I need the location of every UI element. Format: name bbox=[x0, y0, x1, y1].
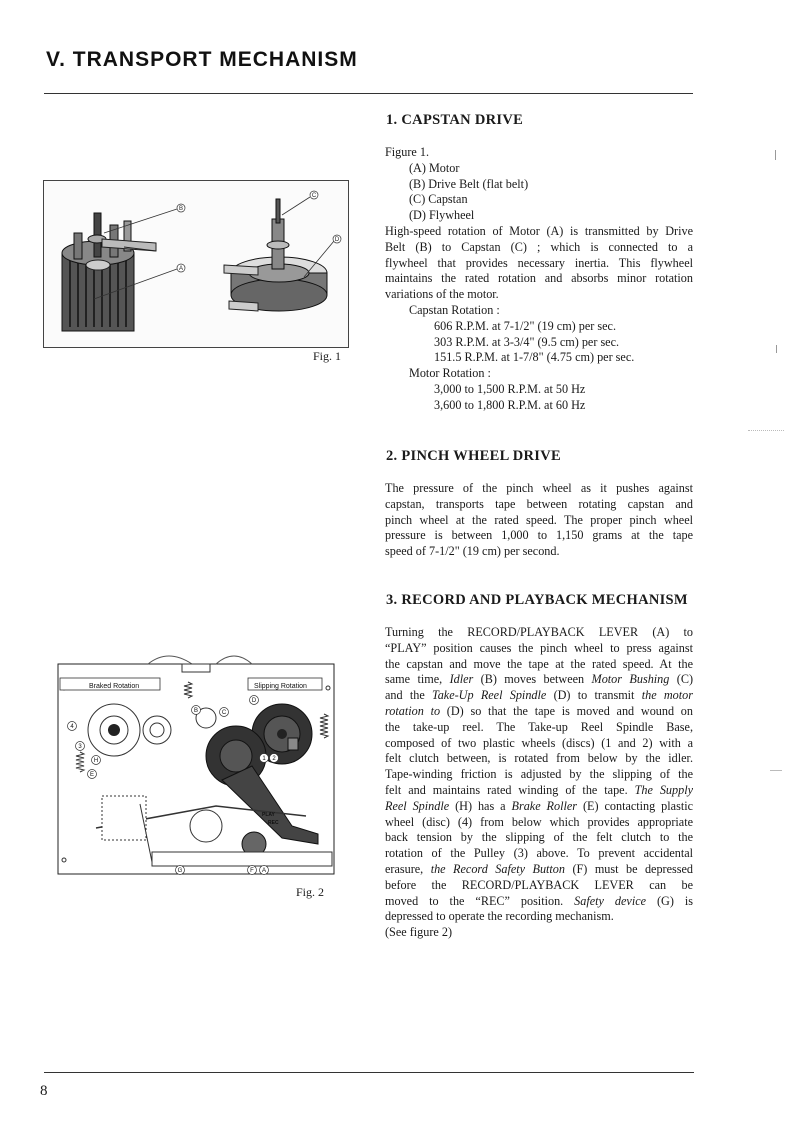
fig2-marker-3: 3 bbox=[78, 744, 82, 750]
paragraph-line: speed of 7-1/2" (19 cm) per second. bbox=[385, 544, 560, 559]
capstan-speed: 303 R.P.M. at 3-3/4" (9.5 cm) per sec. bbox=[434, 334, 620, 349]
scan-mark bbox=[776, 345, 777, 353]
fig2-marker-e: E bbox=[89, 772, 95, 778]
paragraph-line: pinch wheel at the rated speed. The proper pinch wheel bbox=[385, 512, 693, 527]
scan-mark bbox=[770, 770, 782, 771]
part-b: (B) Drive Belt (flat belt) bbox=[409, 176, 529, 191]
figure-1-caption: Fig. 1 bbox=[313, 349, 342, 363]
section-3-body bbox=[385, 625, 693, 941]
fig2-marker-f: F bbox=[250, 868, 254, 874]
paragraph-line: wheel (disc) (4) from below which provides appropriate bbox=[385, 814, 693, 829]
figure-1-drawing bbox=[44, 181, 349, 348]
paragraph-line: the capstan and move the tape at the rated speed. At the bbox=[385, 656, 693, 671]
fig1-label-d: D bbox=[334, 237, 340, 243]
paragraph-line: (See figure 2) bbox=[385, 925, 453, 940]
description-line: Belt (B) to Capstan (C) ; which is connected to a bbox=[385, 239, 693, 254]
section-2-title: 2. PINCH WHEEL DRIVE bbox=[386, 448, 561, 464]
description-line: flywheel that provides necessary inertia. This flywheel bbox=[385, 255, 693, 270]
fig2-marker-4: 4 bbox=[70, 724, 74, 730]
figure-2 bbox=[56, 648, 338, 880]
rec-position-label: REC bbox=[268, 820, 279, 826]
fig2-marker-h: H bbox=[93, 758, 99, 764]
fig1-label-b: B bbox=[178, 206, 184, 212]
fig1-label-a: A bbox=[178, 266, 184, 272]
paragraph-line: erasure, the Record Safety Button (F) must be depressed bbox=[385, 861, 693, 876]
header-rule bbox=[44, 93, 693, 94]
paragraph-line: back tension by the slipping of the felt clutch to the bbox=[385, 830, 693, 845]
paragraph-line: felt and maintains rated winding of the tape. The Supply bbox=[385, 782, 693, 797]
play-position-label: PLAY bbox=[262, 812, 275, 818]
fig2-marker-g: G bbox=[177, 868, 183, 874]
description-line: variations of the motor. bbox=[385, 287, 499, 302]
description-line: High-speed rotation of Motor (A) is transmitted by Drive bbox=[385, 223, 693, 238]
paragraph-line: Turning the RECORD/PLAYBACK LEVER (A) to bbox=[385, 625, 693, 639]
figure-reference: Figure 1. bbox=[385, 145, 430, 159]
fig2-marker-1: 1 bbox=[262, 756, 266, 762]
flywheel-illustration bbox=[224, 199, 327, 311]
fig2-marker-b: B bbox=[193, 708, 199, 714]
motor-speed: 3,600 to 1,800 R.P.M. at 60 Hz bbox=[434, 397, 586, 412]
section-1-body bbox=[385, 145, 693, 414]
fig2-marker-2: 2 bbox=[272, 756, 276, 762]
paragraph-line: rotation to (D) so that the tape is moved and wound on bbox=[385, 703, 693, 718]
part-d: (D) Flywheel bbox=[409, 208, 475, 223]
motor-speed: 3,000 to 1,500 R.P.M. at 50 Hz bbox=[434, 381, 586, 396]
paragraph-line: Reel Spindle (H) has a Brake Roller (E) contacting plastic bbox=[385, 798, 693, 813]
motor-illustration bbox=[62, 213, 156, 331]
paragraph-line: the take-up reel. The Take-up Reel Spindle Base, bbox=[385, 719, 693, 734]
paragraph-line: The pressure of the pinch wheel as it pushes against bbox=[385, 481, 693, 495]
paragraph-line: before the RECORD/PLAYBACK LEVER can be bbox=[385, 877, 693, 892]
page-number: 8 bbox=[40, 1083, 48, 1099]
paragraph-line: moved to the “REC” position. Safety device (G) is bbox=[385, 893, 693, 908]
fig2-marker-c: C bbox=[221, 710, 227, 716]
paragraph-line: pressure is between 1,000 to 1,150 grams at the tape bbox=[385, 528, 693, 543]
figure-2-caption: Fig. 2 bbox=[296, 885, 325, 899]
section-2-body bbox=[385, 481, 693, 560]
paragraph-line: composed of two plastic wheels (discs) (1 and 2) with a bbox=[385, 735, 693, 750]
paragraph-line: depressed to operate the recording mechanism. bbox=[385, 909, 614, 924]
fig2-marker-a: A bbox=[261, 868, 267, 874]
figure-2-drawing bbox=[56, 648, 338, 880]
section-3-title: 3. RECORD AND PLAYBACK MECHANISM bbox=[386, 592, 688, 608]
capstan-rotation-label: Capstan Rotation : bbox=[409, 302, 500, 317]
paragraph-line: Tape-winding friction is adjusted by the slipping of the bbox=[385, 767, 693, 782]
part-c: (C) Capstan bbox=[409, 192, 468, 207]
figure-1 bbox=[43, 180, 349, 348]
paragraph-line: and the Take-Up Reel Spindle (D) to transmit the motor bbox=[385, 688, 693, 703]
section-1-title: 1. CAPSTAN DRIVE bbox=[386, 112, 524, 128]
paragraph-line: rotation of the Pulley (3) above. To prevent accidental bbox=[385, 846, 693, 861]
capstan-speed: 151.5 R.P.M. at 1-7/8" (4.75 cm) per sec. bbox=[434, 350, 635, 365]
fig2-marker-d: D bbox=[251, 698, 257, 704]
motor-rotation-label: Motor Rotation : bbox=[409, 366, 491, 381]
slipping-rotation-label: Slipping Rotation bbox=[254, 683, 307, 690]
description-line: maintains the rated rotation and absorbs minor rotation bbox=[385, 271, 693, 286]
part-a: (A) Motor bbox=[409, 160, 460, 175]
paragraph-line: capstan, transports tape between rotating capstan and bbox=[385, 496, 693, 511]
capstan-speed: 606 R.P.M. at 7-1/2" (19 cm) per sec. bbox=[434, 318, 617, 333]
footer-rule bbox=[44, 1072, 694, 1073]
scan-mark bbox=[748, 430, 784, 431]
scan-mark bbox=[775, 150, 776, 160]
braked-rotation-label: Braked Rotation bbox=[89, 683, 140, 690]
paragraph-line: “PLAY” position causes the pinch wheel to press against bbox=[385, 640, 693, 655]
page-title: V. TRANSPORT MECHANISM bbox=[46, 48, 358, 71]
paragraph-line: felt clutch between, is rotated from below by the idler. bbox=[385, 751, 693, 766]
paragraph-line: same time, Idler (B) moves between Motor Bushing (C) bbox=[385, 672, 693, 687]
fig1-label-c: C bbox=[311, 193, 317, 199]
